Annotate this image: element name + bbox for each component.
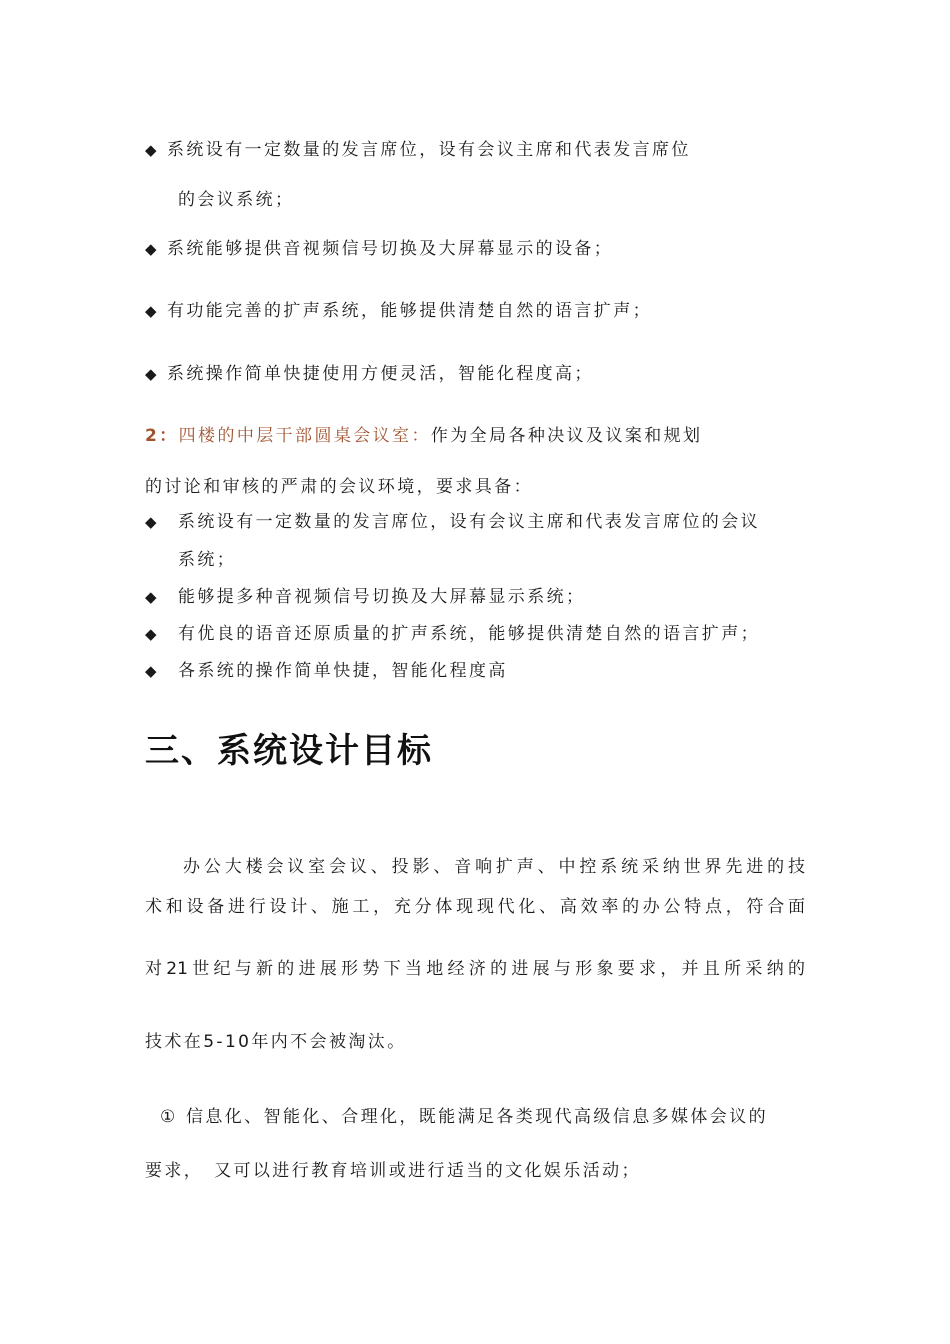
bullet-continuation: 的会议系统； — [178, 190, 295, 210]
numbered-item — [160, 1106, 768, 1128]
diamond-bullet-icon: ◆ — [145, 141, 159, 159]
diamond-bullet-icon: ◆ — [145, 240, 159, 258]
bullet-text: 有功能完善的扩声系统，能够提供清楚自然的语言扩声； — [167, 301, 652, 321]
bullet-item — [145, 363, 594, 385]
bullet-item — [145, 586, 585, 608]
circled-number-marker: ① — [160, 1107, 178, 1127]
bullet-item — [145, 139, 691, 161]
bullet-text: 系统设有一定数量的发言席位，设有会议主席和代表发言席位 — [167, 140, 691, 160]
diamond-bullet-icon: ◆ — [145, 662, 159, 680]
diamond-bullet-icon: ◆ — [145, 302, 159, 320]
bullet-item — [145, 660, 508, 682]
bullet-text: 系统设有一定数量的发言席位，设有会议主席和代表发言席位的会议 — [178, 512, 760, 532]
diamond-bullet-icon: ◆ — [145, 513, 159, 531]
bullet-text: 有优良的语音还原质量的扩声系统，能够提供清楚自然的语言扩声； — [178, 624, 760, 644]
bullet-item — [145, 300, 652, 322]
item-2-heading-line — [145, 425, 702, 447]
numbered-item-text: 信息化、智能化、合理化，既能满足各类现代高级信息多媒体会议的 — [186, 1107, 768, 1127]
diamond-bullet-icon: ◆ — [145, 365, 159, 383]
item-title: 四楼的中层干部圆桌会议室： — [178, 426, 431, 446]
bullet-text: 能够提多种音视频信号切换及大屏幕显示系统； — [178, 587, 586, 607]
paragraph-line: 办公大楼会议室会议、投影、音响扩声、中控系统采纳世界先进的技 — [183, 857, 805, 877]
bullet-item — [145, 623, 760, 645]
item-2-desc-line: 的讨论和审核的严肃的会议环境，要求具备： — [145, 477, 533, 497]
bullet-continuation: 系统； — [178, 550, 237, 570]
bullet-text: 系统能够提供音视频信号切换及大屏幕显示的设备； — [167, 239, 614, 259]
bullet-item — [145, 238, 613, 260]
item-number: 2： — [145, 426, 179, 446]
diamond-bullet-icon: ◆ — [145, 588, 159, 606]
bullet-text: 各系统的操作简单快捷，智能化程度高 — [178, 661, 508, 681]
item-desc: 作为全局各种决议及议案和规划 — [430, 426, 703, 446]
paragraph-line: 对21世纪与新的进展形势下当地经济的进展与形象要求，并且所采纳的 — [145, 959, 805, 979]
paragraph-line: 术和设备进行设计、施工，充分体现现代化、高效率的办公特点，符合面 — [145, 897, 805, 917]
bullet-text: 系统操作简单快捷使用方便灵活，智能化程度高； — [167, 364, 594, 384]
section-heading: 三、系统设计目标 — [145, 731, 433, 771]
diamond-bullet-icon: ◆ — [145, 625, 159, 643]
paragraph-line: 要求， 又可以进行教育培训或进行适当的文化娱乐活动； — [145, 1161, 641, 1181]
bullet-item — [145, 511, 760, 533]
paragraph-line: 技术在5-10年内不会被淘汰。 — [145, 1032, 407, 1052]
